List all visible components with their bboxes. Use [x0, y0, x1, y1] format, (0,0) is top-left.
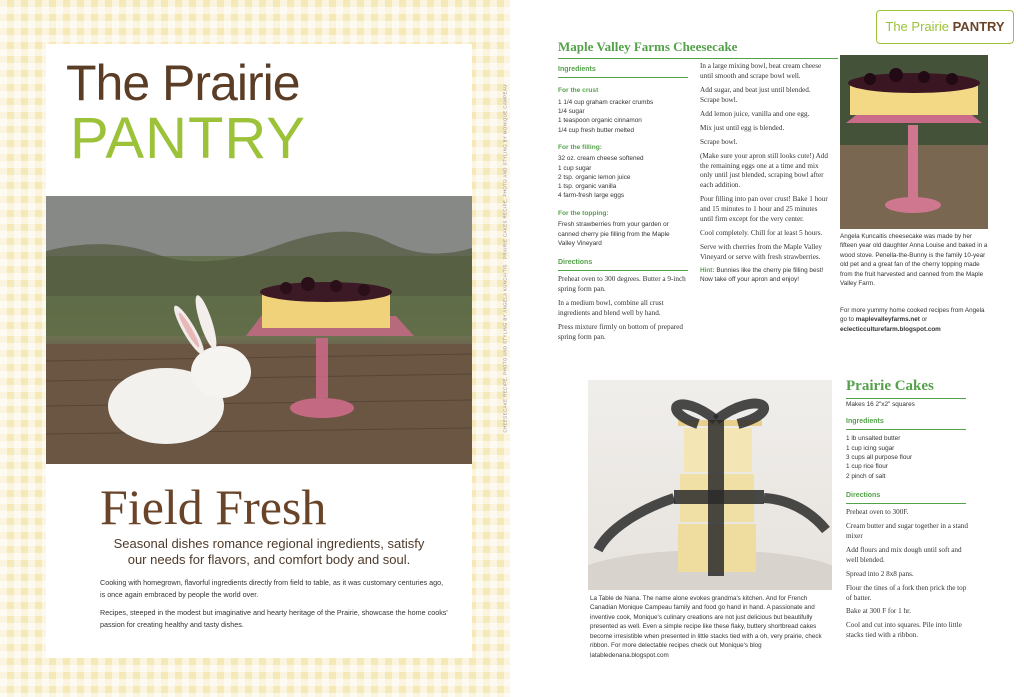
intro-paragraph-1: Cooking with homegrown, flavorful ingredients directly from field to table, as it was customary centuries ago, is once again embraced by people the world over. [100, 578, 444, 599]
caption-mid: or [919, 316, 928, 324]
direction-step: Add flours and mix dough until soft and well blended. [846, 545, 962, 564]
list-item: 4 farm-fresh large eggs [558, 192, 625, 200]
rule [846, 503, 966, 504]
cheesecake-title: Maple Valley Farms Cheesecake [558, 39, 738, 54]
mini-masthead-bold: PANTRY [952, 19, 1005, 34]
photo-credit: CHEESECAKE RECIPE, PHOTO AND STYLING BY ANGELA KUNCAITIS · PRAIRIE CAKES RECIPE, PHOTO AND STYLING BY MONIQUE CAMPEAU [502, 84, 508, 433]
topping-text: Fresh strawberries from your garden or canned cherry pie filling from the Maple Valley Vineyard [558, 221, 670, 247]
deck: Seasonal dishes romance regional ingredients, satisfy our needs for flavors, and comfort body and soul. [113, 536, 425, 568]
list-item: 1 cup icing sugar [846, 444, 895, 452]
hint-text [700, 267, 828, 285]
cheesecake-photo [840, 55, 988, 229]
list-item: 1 cup sugar [558, 164, 592, 172]
direction-step: Add sugar, and beat just until blended. Scrape bowl. [700, 85, 811, 104]
cakes-directions [846, 508, 970, 641]
direction-step: Scrape bowl. [700, 137, 738, 146]
prairie-cakes-caption: La Table de Nana. The name alone evokes grandma's kitchen. And for French Canadian Monique Campeau family and food go hand in hand. A passionate and inventive cook, Monique's culinary creations are not just delicious but beautifully presented as well. Even a simple recipe like these flaky, buttery shortbread cakes become irresistible when presented in little stacks tied with a oh, very prairie, check ribbon. For more delectable recipes check out Monique's blog latabledenana.blogspot.com [590, 595, 822, 659]
list-item: 2 pinch of salt [846, 472, 886, 480]
direction-step: Flour the tines of a fork then prick the top of batter. [846, 583, 967, 602]
directions-heading: Directions [558, 259, 593, 267]
rule [846, 398, 966, 399]
list-item: 3 cups all purpose flour [846, 453, 913, 461]
ingredients-heading: Ingredients [558, 66, 596, 73]
prairie-cakes-title: Prairie Cakes [846, 378, 934, 394]
masthead-top: The Prairie [66, 55, 300, 111]
list-item: 32 oz. cream cheese softened [558, 155, 644, 163]
title-rule [558, 58, 838, 59]
direction-step: Serve with cherries from the Maple Valley Vineyard or serve with fresh strawberries. [700, 243, 823, 261]
right-page [502, 0, 1024, 697]
list-item: 1 teaspoon organic cinnamon [558, 117, 642, 125]
direction-step: Cream butter and sugar together in a stand mixer [846, 521, 968, 540]
direction-step: In a medium bowl, combine all crust ingredients and blend well by hand. [558, 299, 664, 318]
headline: Field Fresh [100, 479, 327, 535]
hint-body: Bunnies like the cherry pie filling best! Now take off your apron and enjoy! [700, 266, 824, 283]
masthead-bottom: PANTRY [70, 106, 306, 171]
prairie-cakes-recipe [846, 400, 970, 645]
rule [558, 270, 688, 271]
makes-text: Makes 16 2"x2" squares [846, 401, 915, 408]
mini-masthead [876, 10, 1014, 44]
caption-prefix: For more yummy home cooked recipes from Angela go to [840, 307, 985, 324]
cheesecake-col-1 [558, 65, 688, 347]
direction-step: Spread into 2 8x8 pans. [846, 569, 914, 578]
bunny-cheesecake-photo [46, 196, 472, 464]
link-maplevalleyfarms[interactable]: maplevalleyfarms.net [855, 316, 920, 324]
cakes-ingredients-heading: Ingredients [846, 418, 884, 426]
cheesecake-col-2 [700, 62, 828, 289]
direction-step: Pour filling into pan over crust! Bake 1 hour and 15 minutes to 1 hour and 25 minutes until firm except for the very center. [700, 195, 828, 224]
direction-step: Bake at 300 F for 1 hr. [846, 607, 911, 616]
direction-step: Cool and cut into squares. Pile into little stacks tied with a ribbon. [846, 621, 962, 640]
direction-step: Press mixture firmly on bottom of prepared spring form pan. [558, 323, 683, 341]
direction-step: In a large mixing bowl, beat cream cheese until smooth and scrape bowl well. [700, 62, 822, 80]
direction-step: (Make sure your apron still looks cute!) Add the remaining eggs one at a time and mix only until just blended, scraping bowl after each addition. [700, 151, 828, 190]
cheesecake-caption: Angela Kuncaitis cheesecake was made by her fifteen year old daughter Anna Louise and baked in a wood stove. Penella-the-Bunny is the family 10-year old pet and a great fan of the cherry topping made from the fruit harvested and canned from the Maple Valley Farm. [840, 233, 988, 288]
direction-step: Mix just until egg is blended. [700, 123, 785, 132]
rule [558, 77, 688, 78]
cakes-directions-heading: Directions [846, 491, 881, 499]
recipes-link-text [840, 306, 990, 334]
list-item: 1 tsp. organic vanilla [558, 183, 617, 191]
direction-step: Add lemon juice, vanilla and one egg. [700, 109, 810, 118]
mini-masthead-light: The Prairie [885, 19, 953, 34]
prairie-cakes-photo [588, 380, 832, 590]
list-item: 1 cup rice flour [846, 463, 888, 471]
list-item: 1 lb unsalted butter [846, 435, 901, 443]
crust-heading: For the crust [558, 87, 599, 95]
directions-col-1 [558, 275, 688, 343]
intro-paragraph-2: Recipes, steeped in the modest but imaginative and hearty heritage of the Prairie, showcase the home cooks' passion for creating healthy and tasty dishes. [100, 608, 448, 629]
list-item: 1/4 cup fresh butter melted [558, 126, 635, 134]
link-eclecticculturefarm[interactable]: eclecticculturefarm.blogspot.com [840, 325, 941, 333]
list-item: 1/4 sugar [558, 107, 585, 115]
hint-label: Hint: [700, 266, 715, 274]
topping-heading: For the topping: [558, 209, 609, 217]
rule [846, 429, 966, 430]
direction-step: Cool completely. Chill for at least 5 hours. [700, 229, 823, 238]
list-item: 1 1/4 cup graham cracker crumbs [558, 98, 654, 106]
left-page [46, 44, 472, 658]
direction-step: Preheat oven to 300 degrees. Butter a 9-inch spring form pan. [558, 275, 686, 294]
filling-heading: For the filling: [558, 143, 602, 151]
direction-step: Preheat oven to 300F. [846, 507, 909, 516]
list-item: 2 tsp. organic lemon juice [558, 173, 631, 181]
